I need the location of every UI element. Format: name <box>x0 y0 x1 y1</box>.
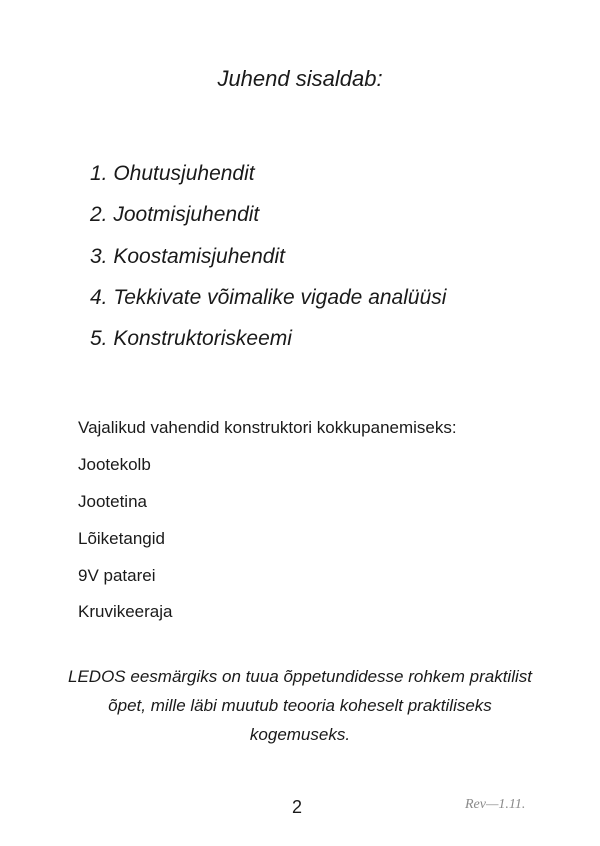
tool-item: Lõiketangid <box>78 529 165 548</box>
page-number: 2 <box>292 797 303 817</box>
tools-heading: Vajalikud vahendid konstruktori kokkupanemiseks: <box>78 418 457 437</box>
tool-item: Jootekolb <box>78 455 151 474</box>
tool-item: 9V patarei <box>78 566 156 585</box>
revision-label: Rev—1.11. <box>465 797 526 812</box>
contents-item: 5. Konstruktoriskeemi <box>90 327 292 350</box>
mission-line: õpet, mille läbi muutub teooria koheselt praktiliseks <box>108 696 492 715</box>
mission-line: kogemuseks. <box>249 725 351 744</box>
mission-statement <box>0 662 600 749</box>
page-title: Juhend sisaldab: <box>217 66 383 91</box>
contents-item: 1. Ohutusjuhendit <box>90 162 255 185</box>
tool-item: Kruvikeeraja <box>78 602 173 621</box>
contents-item: 3. Koostamisjuhendit <box>90 245 285 268</box>
contents-item: 4. Tekkivate võimalike vigade analüüsi <box>90 286 447 309</box>
tool-item: Jootetina <box>78 492 147 511</box>
contents-item: 2. Jootmisjuhendit <box>90 203 260 226</box>
mission-line: LEDOS eesmärgiks on tuua õppetundidesse rohkem praktilist <box>68 667 532 686</box>
